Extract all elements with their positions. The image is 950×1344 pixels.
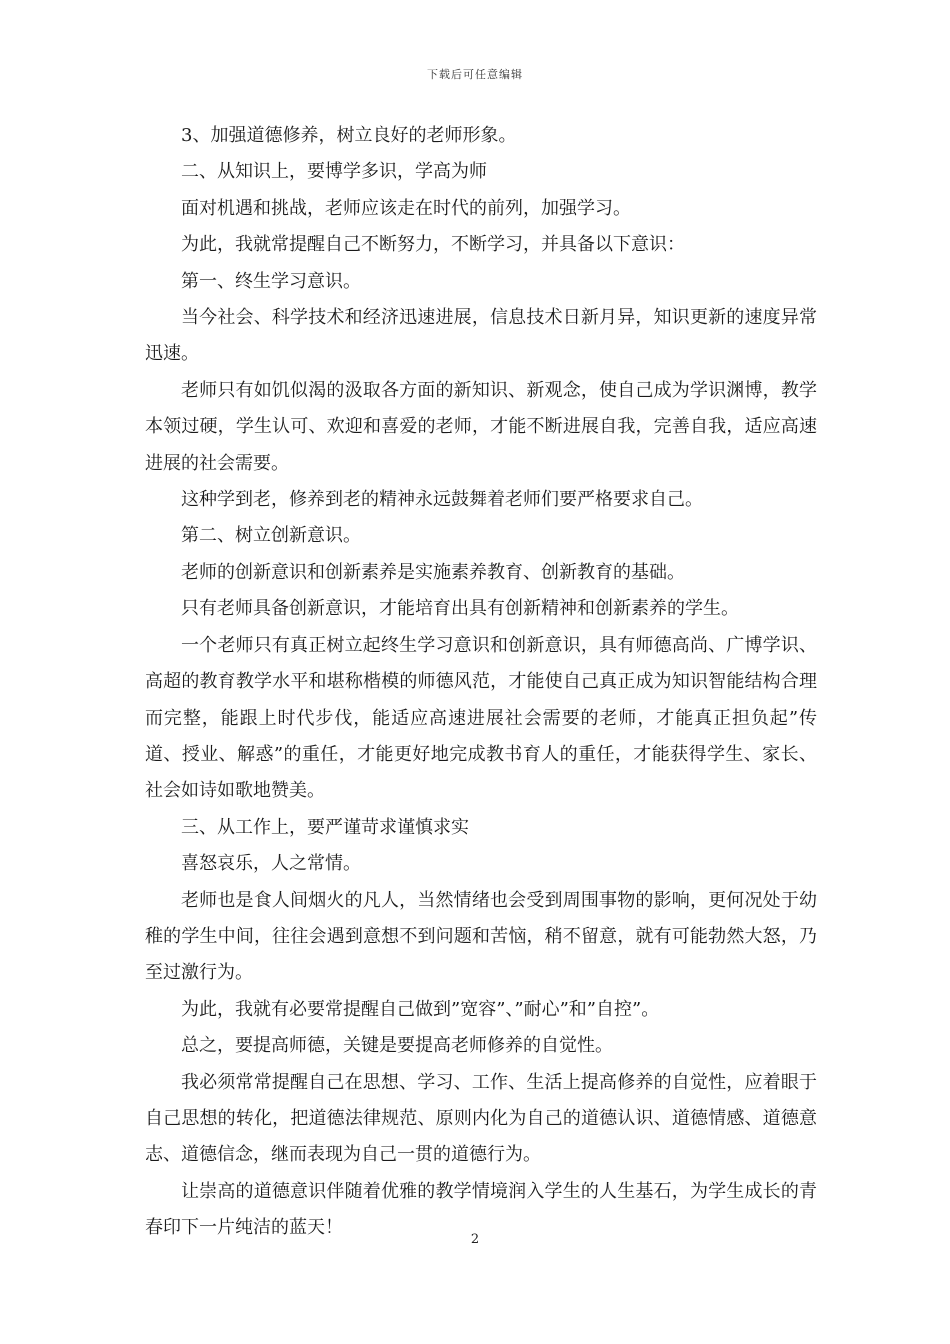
paragraph: 只有老师具备创新意识，才能培育出具有创新精神和创新素养的学生。	[181, 598, 739, 620]
paragraph: 让崇高的道德意识伴随着优雅的教学情境润入学生的人生基石，为学生成长的青春印下一片纯洁的蓝天！	[145, 1180, 817, 1239]
section-heading: 二、从知识上，要博学多识，学高为师	[181, 161, 487, 183]
paragraph: 一个老师只有真正树立起终生学习意识和创新意识，具有师德高尚、广博学识、高超的教育教学水平和堪称楷模的师德风范，才能使自己真正成为知识智能结构合理而完整，能跟上时代步伐，能适应高速进展社会需要的老师，才能真正担负起”传道、授业、解惑”的重任，才能更好地完成教书育人的重任，才能获得学生、家长、社会如诗如歌地赞美。	[145, 634, 817, 802]
paragraph: 当今社会、科学技术和经济迅速进展，信息技术日新月异，知识更新的速度异常迅速。	[145, 307, 817, 365]
paragraph: 老师只有如饥似渴的汲取各方面的新知识、新观念，使自己成为学识渊博，教学本领过硬，学生认可、欢迎和喜爱的老师，才能不断进展自我，完善自我，适应高速进展的社会需要。	[145, 379, 817, 474]
paragraph: 3、加强道德修养，树立良好的老师形象。	[181, 125, 517, 146]
paragraph: 我必须常常提醒自己在思想、学习、工作、生活上提高修养的自觉性，应着眼于自己思想的转化，把道德法律规范、原则内化为自己的道德认识、道德情感、道德意志、道德信念，继而表现为自己一贯的道德行为。	[145, 1071, 817, 1166]
paragraph: 这种学到老，修养到老的精神永远鼓舞着老师们要严格要求自己。	[181, 489, 703, 511]
subsection-heading: 第一、终生学习意识。	[181, 270, 361, 292]
paragraph: 总之，要提高师德，关键是要提高老师修养的自觉性。	[181, 1035, 613, 1057]
subsection-heading: 第二、树立创新意识。	[181, 525, 361, 547]
paragraph: 为此，我就常提醒自己不断努力，不断学习，并具备以下意识：	[181, 234, 685, 256]
paragraph: 老师也是食人间烟火的凡人，当然情绪也会受到周围事物的影响，更何况处于幼稚的学生中间，往往会遇到意想不到问题和苦恼，稍不留意，就有可能勃然大怒，乃至过激行为。	[145, 889, 817, 984]
page-number: 2	[470, 1232, 480, 1247]
section-heading: 三、从工作上，要严谨苛求谨慎求实	[181, 816, 469, 838]
document-body	[145, 118, 817, 1247]
paragraph: 为此，我就有必要常提醒自己做到”宽容”、”耐心”和”自控”。	[181, 998, 660, 1020]
paragraph: 喜怒哀乐，人之常情。	[181, 853, 361, 875]
page-header: 下载后可任意编辑	[427, 68, 523, 81]
paragraph: 老师的创新意识和创新素养是实施素养教育、创新教育的基础。	[181, 561, 685, 583]
paragraph: 面对机遇和挑战，老师应该走在时代的前列，加强学习。	[181, 197, 631, 219]
